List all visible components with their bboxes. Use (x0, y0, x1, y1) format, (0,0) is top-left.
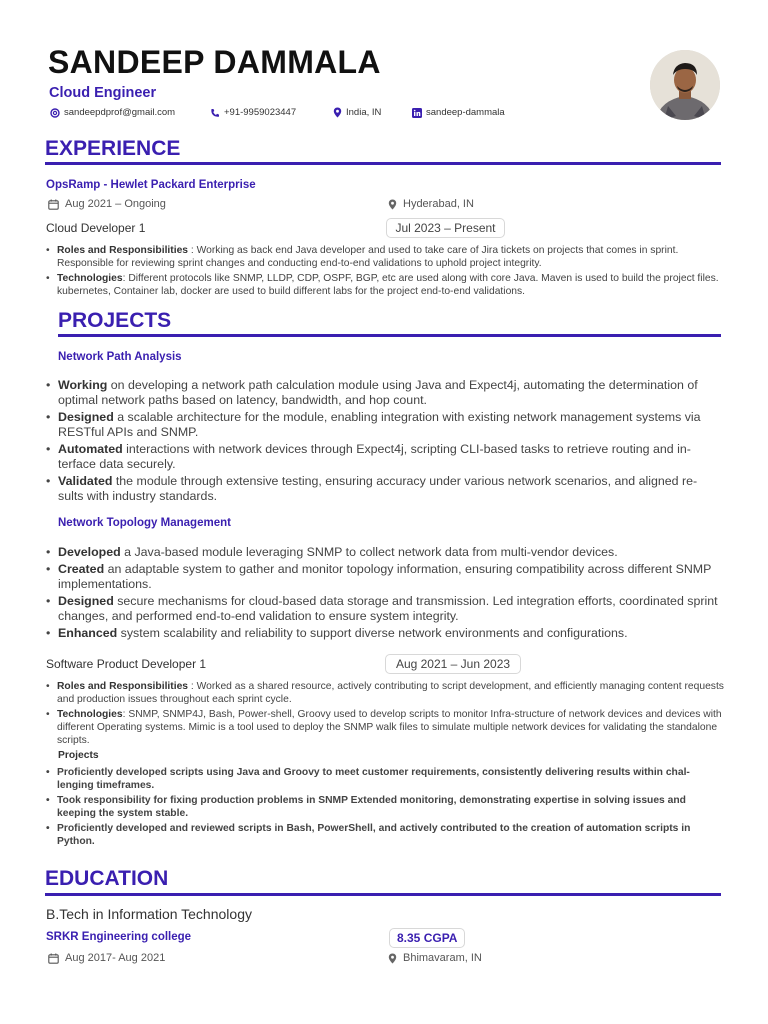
list-item: • Proficiently developed and reviewed scripts in Bash, PowerShell, and actively contributed to the creation of automation scripts in Python. (44, 822, 724, 848)
projects-subheading: Projects (58, 750, 99, 761)
project-bullets (46, 545, 722, 643)
position-title: Software Product Developer 1 (46, 657, 207, 671)
education-dates (48, 952, 165, 964)
project-title: Network Path Analysis (58, 351, 182, 363)
profile-photo (650, 50, 720, 120)
job-title: Cloud Engineer (49, 85, 157, 101)
college-name: SRKR Engineering college (46, 931, 192, 943)
contact-linkedin[interactable] (412, 107, 505, 118)
phone-icon (210, 108, 220, 118)
position-title: Cloud Developer 1 (46, 221, 146, 235)
contact-bar (50, 107, 530, 121)
contact-email[interactable] (50, 107, 175, 118)
contact-location (333, 107, 381, 118)
email-text: sandeepdprof@gmail.com (64, 107, 176, 118)
contact-phone[interactable] (210, 107, 296, 118)
section-divider (58, 334, 721, 337)
list-item: • Took responsibility for fixing production problems in SNMP Extended monitoring, demonstrating expertise in solving issues and keeping the system stable. (44, 794, 724, 820)
project-title: Network Topology Management (58, 517, 231, 529)
projects-heading: PROJECTS (58, 309, 172, 332)
map-pin-icon (388, 199, 397, 210)
education-location-text: Bhimavaram, IN (403, 952, 482, 964)
section-divider (45, 893, 721, 896)
company-dates-text: Aug 2021 – Ongoing (65, 198, 166, 210)
section-divider (45, 162, 721, 165)
candidate-name: SANDEEP DAMMALA (48, 44, 381, 80)
list-item: • Validated the module through extensive testing, ensuring accuracy under various network scenarios, and aligned re-sults with industry standards. (46, 474, 722, 504)
list-item: • Developed a Java-based module leveraging SNMP to collect network data from multi-vendor devices. (46, 545, 722, 560)
list-item: • Roles and Responsibilities : Worked as a shared resource, actively contributing to script development, and efficiently managing content requests and production issues throughout each sprint cycle. (44, 680, 724, 706)
map-pin-icon (388, 953, 397, 964)
company-location-text: Hyderabad, IN (403, 198, 474, 210)
company-location (388, 198, 474, 210)
degree: B.Tech in Information Technology (46, 906, 252, 922)
gpa-badge: 8.35 CGPA (389, 928, 465, 948)
linkedin-icon (412, 108, 422, 118)
list-item: • Roles and Responsibilities : Working as back end Java developer and used to take care of Jira tickets on projects that comes in sprint. Responsible for reviewing sprint changes and conducting end-to-end validations to uphold project integrity. (44, 244, 724, 270)
list-item: • Technologies: SNMP, SNMP4J, Bash, Power-shell, Groovy used to develop scripts to monitor Infra-structure of network devices and devices with different Operating systems. Mimic is a tool used to deploy the SNMP walk files to simulate multiple network devices for validating the standalone scripts. (44, 708, 724, 747)
position-dates: Aug 2021 – Jun 2023 (385, 654, 521, 674)
list-item: • Proficiently developed scripts using Java and Groovy to meet customer requirements, consistently delivering results within chal-lenging timeframes. (44, 766, 724, 792)
calendar-icon (48, 199, 59, 210)
company-name: OpsRamp - Hewlet Packard Enterprise (46, 179, 256, 191)
education-dates-text: Aug 2017- Aug 2021 (65, 952, 166, 964)
calendar-icon (48, 953, 59, 964)
position-bullets (44, 680, 724, 749)
list-item: • Automated interactions with network devices through Expect4j, scripting CLI-based tasks to retrieve routing and in-terface data securely. (46, 442, 722, 472)
list-item: • Designed secure mechanisms for cloud-based data storage and transmission. Led integration efforts, coordinated sprint changes, and performed end-to-end validation to ensure system integrity. (46, 594, 722, 624)
list-item: • Created an adaptable system to gather and monitor topology information, ensuring compatibility across different SNMP implementations. (46, 562, 722, 592)
experience-heading: EXPERIENCE (45, 137, 181, 160)
phone-text: +91-9959023447 (224, 107, 297, 118)
list-item: • Technologies: Different protocols like SNMP, LLDP, CDP, OSPF, BGP, etc are used along with core Java. Maven is used to build the project files. kubernetes, Container lab, docker are used to build different labs for the project end-to-end validations. (44, 272, 724, 298)
company-dates (48, 198, 166, 210)
project-bullets (46, 378, 722, 506)
project-accomplishments (44, 766, 724, 850)
education-location (388, 952, 482, 964)
location-text: India, IN (346, 107, 382, 118)
list-item: • Enhanced system scalability and reliability to support diverse network environments and configurations. (46, 626, 722, 641)
at-icon (50, 108, 60, 118)
map-pin-icon (333, 107, 342, 118)
position-dates: Jul 2023 – Present (386, 218, 505, 238)
list-item: • Designed a scalable architecture for the module, enabling integration with existing network management systems via RESTful APIs and SNMP. (46, 410, 722, 440)
education-heading: EDUCATION (45, 867, 169, 890)
list-item: • Working on developing a network path calculation module using Java and Expect4j, automating the determination of optimal network paths based on latency, bandwidth, and hop count. (46, 378, 722, 408)
position-bullets (44, 244, 724, 300)
linkedin-text: sandeep-dammala (426, 107, 505, 118)
